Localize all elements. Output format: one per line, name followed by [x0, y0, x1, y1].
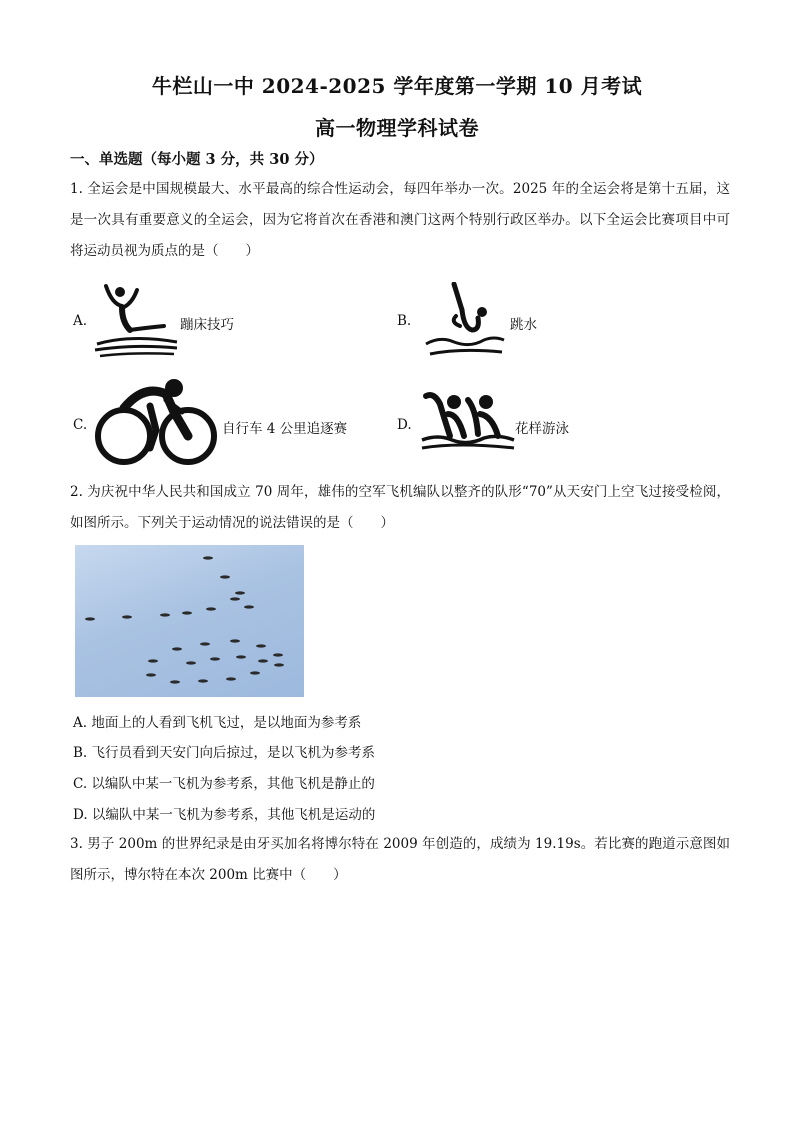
exam-subtitle: 高一物理学科试卷 [315, 116, 479, 140]
option-b-letter: B. [397, 313, 412, 329]
trampoline-pictogram-icon [92, 282, 182, 362]
option-a-text: 蹦床技巧 [180, 317, 234, 333]
option-c-letter: C. [73, 417, 88, 433]
question-2-stem: 2. 为庆祝中华人民共和国成立 70 周年，雄伟的空军飞机编队以整齐的队形“70”从天安门上空飞过接受检阅，如图所示。下列关于运动情况的说法错误的是（ ） [70, 484, 730, 531]
question-2-option-b: B. 飞行员看到天安门向后掠过，是以飞机为参考系 [73, 745, 376, 761]
option-d-text: 花样游泳 [515, 421, 569, 437]
question-1-stem: 1. 全运会是中国规模最大、水平最高的综合性运动会，每四年举办一次。2025 年的全运会将是第十五届，这是一次具有重要意义的全运会，因为它将首次在香港和澳门这两个特别行政区举办。以下全运会比赛项目中可将运动员视为质点的是（ ） [70, 181, 730, 259]
aircraft-formation-photo [75, 545, 304, 697]
option-d-letter: D. [397, 417, 412, 433]
exam-title: 牛栏山一中 2024-2025 学年度第一学期 10 月考试 [151, 74, 643, 98]
question-3-stem: 3. 男子 200m 的世界纪录是由牙买加名将博尔特在 2009 年创造的，成绩为 19.19s。若比赛的跑道示意图如图所示，博尔特在本次 200m 比赛中（ ） [70, 836, 730, 883]
option-c-text: 自行车 4 公里追逐赛 [222, 421, 348, 437]
option-b-text: 跳水 [510, 317, 537, 333]
diving-pictogram-icon [420, 282, 510, 362]
aircraft-formation-icon [75, 545, 304, 697]
cycling-pictogram-icon [94, 378, 220, 470]
question-2-option-a: A. 地面上的人看到飞机飞过，是以地面为参考系 [73, 715, 362, 731]
synchronized-swimming-pictogram-icon [418, 384, 518, 460]
option-a-letter: A. [73, 313, 88, 329]
section-heading: 一、单选题（每小题 3 分，共 30 分） [70, 151, 324, 168]
question-2-option-c: C. 以编队中某一飞机为参考系，其他飞机是静止的 [73, 776, 375, 792]
question-2-option-d: D. 以编队中某一飞机为参考系，其他飞机是运动的 [73, 807, 376, 823]
